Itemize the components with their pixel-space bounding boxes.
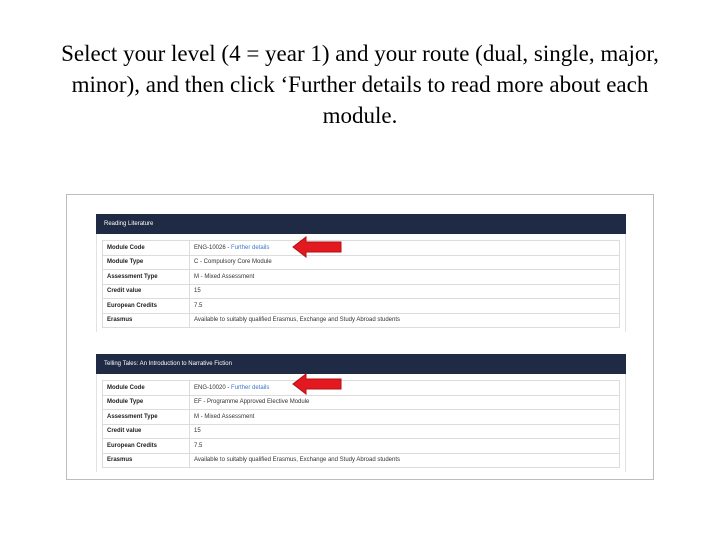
table-row [103, 284, 620, 299]
module-panel-reading-literature [96, 214, 626, 332]
table-row [103, 299, 620, 314]
row-label-module-type: Module Type [103, 395, 190, 410]
row-value-european-credits: 7.5 [190, 299, 620, 314]
module-code-value: ENG-10026 [194, 244, 226, 251]
row-label-assessment-type: Assessment Type [103, 410, 190, 425]
instructions-line-3: module. [322, 103, 398, 128]
module-code-value: ENG-10020 [194, 384, 226, 391]
module-details-table [102, 240, 620, 328]
instructions-line-2: minor), and then click ‘Further details to read more about each [71, 72, 649, 97]
module-details-table [102, 380, 620, 468]
module-screenshot [66, 194, 654, 480]
row-label-assessment-type: Assessment Type [103, 270, 190, 285]
row-label-module-type: Module Type [103, 255, 190, 270]
module-title: Telling Tales: An Introduction to Narrative Fiction [96, 354, 626, 374]
row-value-assessment-type: M - Mixed Assessment [190, 410, 620, 425]
row-value-credit-value: 15 [190, 284, 620, 299]
module-details [96, 374, 626, 472]
table-row [103, 395, 620, 410]
table-row [103, 241, 620, 256]
module-panel-telling-tales [96, 354, 626, 472]
row-value-module-code [190, 241, 620, 256]
row-label-erasmus: Erasmus [103, 453, 190, 468]
table-row [103, 255, 620, 270]
row-label-module-code: Module Code [103, 381, 190, 396]
left-arrow-icon [292, 236, 342, 258]
row-value-european-credits: 7.5 [190, 439, 620, 454]
row-value-erasmus: Available to suitably qualified Erasmus, Exchange and Study Abroad students [190, 313, 620, 328]
table-row [103, 424, 620, 439]
table-row [103, 410, 620, 425]
row-value-assessment-type: M - Mixed Assessment [190, 270, 620, 285]
row-label-module-code: Module Code [103, 241, 190, 256]
module-details [96, 234, 626, 332]
table-row [103, 313, 620, 328]
further-details-link[interactable]: Further details [231, 384, 270, 391]
row-label-european-credits: European Credits [103, 439, 190, 454]
module-code-separator: - [225, 244, 232, 251]
instructions-line-1: Select your level (4 = year 1) and your route (dual, single, major, [61, 41, 659, 66]
row-value-module-type: EF - Programme Approved Elective Module [190, 395, 620, 410]
row-value-module-type: C - Compulsory Core Module [190, 255, 620, 270]
module-title: Reading Literature [96, 214, 626, 234]
instructions-text [20, 38, 700, 131]
row-value-module-code [190, 381, 620, 396]
table-row [103, 381, 620, 396]
row-value-erasmus: Available to suitably qualified Erasmus, Exchange and Study Abroad students [190, 453, 620, 468]
further-details-link[interactable]: Further details [231, 244, 270, 251]
table-row [103, 453, 620, 468]
row-label-erasmus: Erasmus [103, 313, 190, 328]
row-label-credit-value: Credit value [103, 424, 190, 439]
table-row [103, 439, 620, 454]
module-code-separator: - [225, 384, 232, 391]
table-row [103, 270, 620, 285]
row-label-european-credits: European Credits [103, 299, 190, 314]
row-value-credit-value: 15 [190, 424, 620, 439]
row-label-credit-value: Credit value [103, 284, 190, 299]
left-arrow-icon [292, 373, 342, 395]
